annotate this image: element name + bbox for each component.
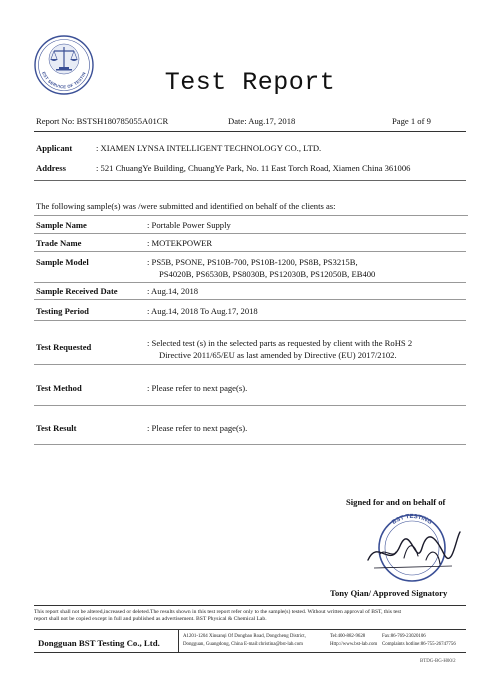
testing-period-label: Testing Period xyxy=(36,306,89,316)
footer-separator xyxy=(178,630,179,652)
stamp-text: BST TESTING xyxy=(391,513,433,526)
company-stamp-icon xyxy=(360,508,464,583)
footer-bottom-rule xyxy=(34,652,466,653)
row-divider xyxy=(34,320,466,321)
footer-address xyxy=(183,633,306,649)
test-requested-value-line1: : Selected test (s) in the selected parts as requested by client with the RoHS 2 xyxy=(147,338,413,348)
footer-fax: Fax:86-769-23020106 xyxy=(382,634,426,639)
sample-name-label: Sample Name xyxy=(36,220,87,230)
received-date-label: Sample Received Date xyxy=(36,286,118,296)
row-divider xyxy=(34,282,466,283)
footer-address-line2: Dongguan, Guangdong, China E-mail:christina@bst-lab.com xyxy=(183,642,303,647)
footer-web: Http://www.bst-lab.com xyxy=(330,642,378,647)
svg-text:BST TESTING xyxy=(391,514,433,526)
form-code: BTDG-BG-H00/2 xyxy=(420,659,456,664)
row-divider xyxy=(34,251,466,252)
footer-mid-rule xyxy=(34,629,466,630)
applicant-label: Applicant xyxy=(36,143,73,153)
header-divider xyxy=(34,131,466,132)
row-divider xyxy=(34,299,466,300)
footer-top-rule xyxy=(34,605,466,606)
footer-company: Dongguan BST Testing Co., Ltd. xyxy=(38,638,160,648)
row-divider xyxy=(34,364,466,365)
applicant-value: : XIAMEN LYNSA INTELLIGENT TECHNOLOGY CO., LTD. xyxy=(96,143,322,153)
test-requested-value-line2: Directive 2011/65/EU as last amended by Directive (EU) 2017/2102. xyxy=(159,350,397,360)
trade-name-label: Trade Name xyxy=(36,238,82,248)
page-title: Test Report xyxy=(164,68,336,97)
page-number: Page 1 of 9 xyxy=(392,116,431,126)
sample-model-value-line2: PS4020B, PS6530B, PS8030B, PS12030B, PS12050B, EB400 xyxy=(159,269,376,279)
footer-disclaimer-line2: report shall not be copied except in full and published as advertisement. BST Physical & Chemical Lab. xyxy=(34,616,267,623)
row-divider xyxy=(34,405,466,406)
row-divider xyxy=(34,444,466,445)
testing-period-value: : Aug.14, 2018 To Aug.17, 2018 xyxy=(147,306,258,316)
footer-contact xyxy=(330,633,377,649)
sample-model-value-line1: : PS5B, PSONE, PS10B-700, PS10B-1200, PS8B, PS3215B, xyxy=(147,257,358,267)
report-date: Date: Aug.17, 2018 xyxy=(228,116,296,126)
footer-disclaimer-line1: This report shall not be altered,increased or deleted.The results shown in this test report refer only to the sample(s) tested. Without written approval of BST, this test xyxy=(34,609,402,615)
test-result-label: Test Result xyxy=(36,423,77,433)
intro-text: The following sample(s) was /were submitted and identified on behalf of the clients as: xyxy=(36,201,336,211)
address-label: Address xyxy=(36,163,66,173)
footer-tel: Tel:400-882-9628 xyxy=(330,634,366,639)
sample-name-value: : Portable Power Supply xyxy=(147,220,231,230)
test-method-value: : Please refer to next page(s). xyxy=(147,383,248,393)
test-requested-label: Test Requested xyxy=(36,342,92,352)
footer-complaints: Complaints hotline:86-755-26747756 xyxy=(382,642,456,647)
signed-for-text: Signed for and on behalf of xyxy=(346,497,446,507)
footer-disclaimer xyxy=(34,609,466,624)
footer-fax-block xyxy=(382,633,456,649)
table-top-rule xyxy=(34,215,468,216)
report-number: Report No: BSTSH180785055A01CR xyxy=(36,116,169,126)
test-method-label: Test Method xyxy=(36,383,82,393)
sample-model-label: Sample Model xyxy=(36,257,89,267)
logo-arc-text: EST SERVICE OF TESTIN xyxy=(41,71,87,90)
row-divider xyxy=(34,233,466,234)
signatory-name: Tony Qian/ Approved Signatory xyxy=(330,588,448,598)
address-value: : 521 ChuangYe Building, ChuangYe Park, No. 11 East Torch Road, Xiamen China 361006 xyxy=(96,163,411,173)
trade-name-value: : MOTEKPOWER xyxy=(147,238,213,248)
footer-address-line1: A1201-1204 Xinsanqi Of Dongbao Road, Dongcheng District, xyxy=(183,634,306,639)
received-date-value: : Aug.14, 2018 xyxy=(147,286,199,296)
signature-stamp xyxy=(360,508,464,583)
address-divider xyxy=(34,180,466,181)
test-result-value: : Please refer to next page(s). xyxy=(147,423,248,433)
